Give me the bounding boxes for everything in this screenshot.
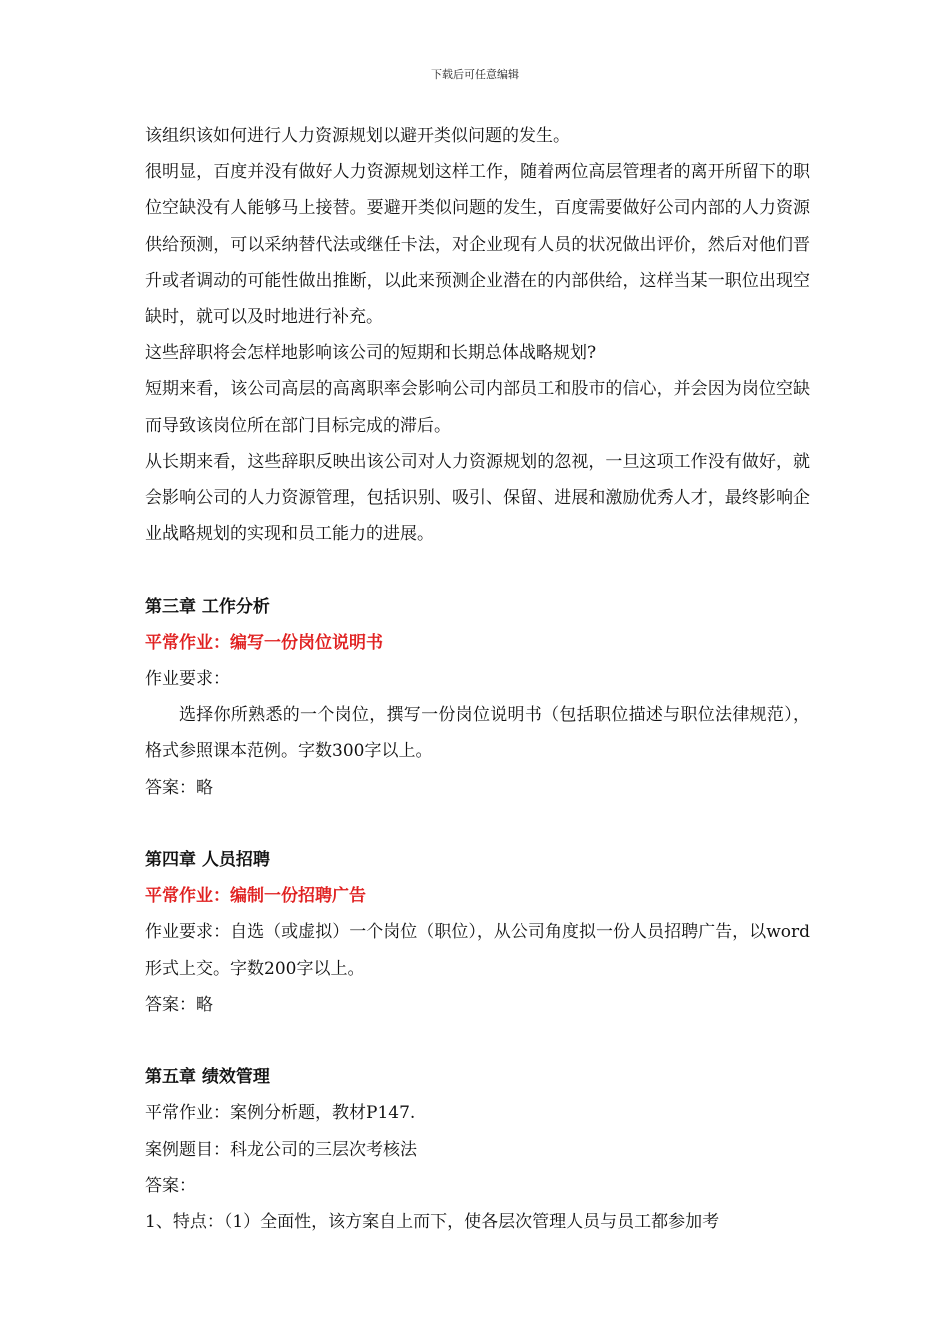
chapter-3-requirement-text: 选择你所熟悉的一个岗位，撰写一份岗位说明书（包括职位描述与职位法律规范），格式参照课本范例。字数300字以上。: [145, 705, 810, 762]
answer-paragraph: 很明显，百度并没有做好人力资源规划这样工作，随着两位高层管理者的离开所留下的职位空缺没有人能够马上接替。要避开类似问题的发生，百度需要做好公司内部的人力资源供给预测，可以采纳替代法或继任卡法，对企业现有人员的状况做出评价，然后对他们晋升或者调动的可能性做出推断，以此来预测企业潜在的内部供给，这样当某一职位出现空缺时，就可以及时地进行补充。: [145, 162, 810, 328]
chapter-3-answer: 答案：略: [145, 777, 213, 798]
answer-paragraph: 短期来看，该公司高层的高离职率会影响公司内部员工和股市的信心，并会因为岗位空缺而导致该岗位所在部门目标完成的滞后。: [145, 379, 810, 436]
chapter-5-case-title: 案例题目：科龙公司的三层次考核法: [145, 1139, 417, 1160]
answer-paragraph: 从长期来看，这些辞职反映出该公司对人力资源规划的忽视，一旦这项工作没有做好，就会影响公司的人力资源管理，包括识别、吸引、保留、进展和激励优秀人才，最终影响企业战略规划的实现和员工能力的进展。: [145, 451, 810, 545]
chapter-5-homework: 平常作业：案例分析题，教材P147.: [145, 1103, 416, 1124]
chapter-4-homework: 平常作业：编制一份招聘广告: [145, 886, 366, 907]
chapter-3-title: 第三章 工作分析: [145, 596, 270, 617]
document-body: [145, 118, 810, 1240]
chapter-4-title: 第四章 人员招聘: [145, 850, 270, 871]
chapter-4-answer: 答案：略: [145, 994, 213, 1015]
question-paragraph: 该组织该如何进行人力资源规划以避开类似问题的发生。: [145, 126, 570, 146]
chapter-5-answer-label: 答案：: [145, 1175, 196, 1196]
chapter-5-title: 第五章 绩效管理: [145, 1067, 270, 1088]
question-paragraph: 这些辞职将会怎样地影响该公司的短期和长期总体战略规划?: [145, 343, 597, 364]
chapter-3-homework: 平常作业：编写一份岗位说明书: [145, 632, 383, 653]
chapter-4-requirement-text: 作业要求：自选（或虚拟）一个岗位（职位），从公司角度拟一份人员招聘广告，以word形式上交。字数200字以上。: [145, 922, 810, 979]
page-header: 下载后可任意编辑: [431, 68, 519, 81]
chapter-3-requirement-label: 作业要求：: [145, 669, 230, 690]
chapter-5-point-1: 1、特点：（1）全面性，该方案自上而下，使各层次管理人员与员工都参加考: [145, 1212, 720, 1233]
